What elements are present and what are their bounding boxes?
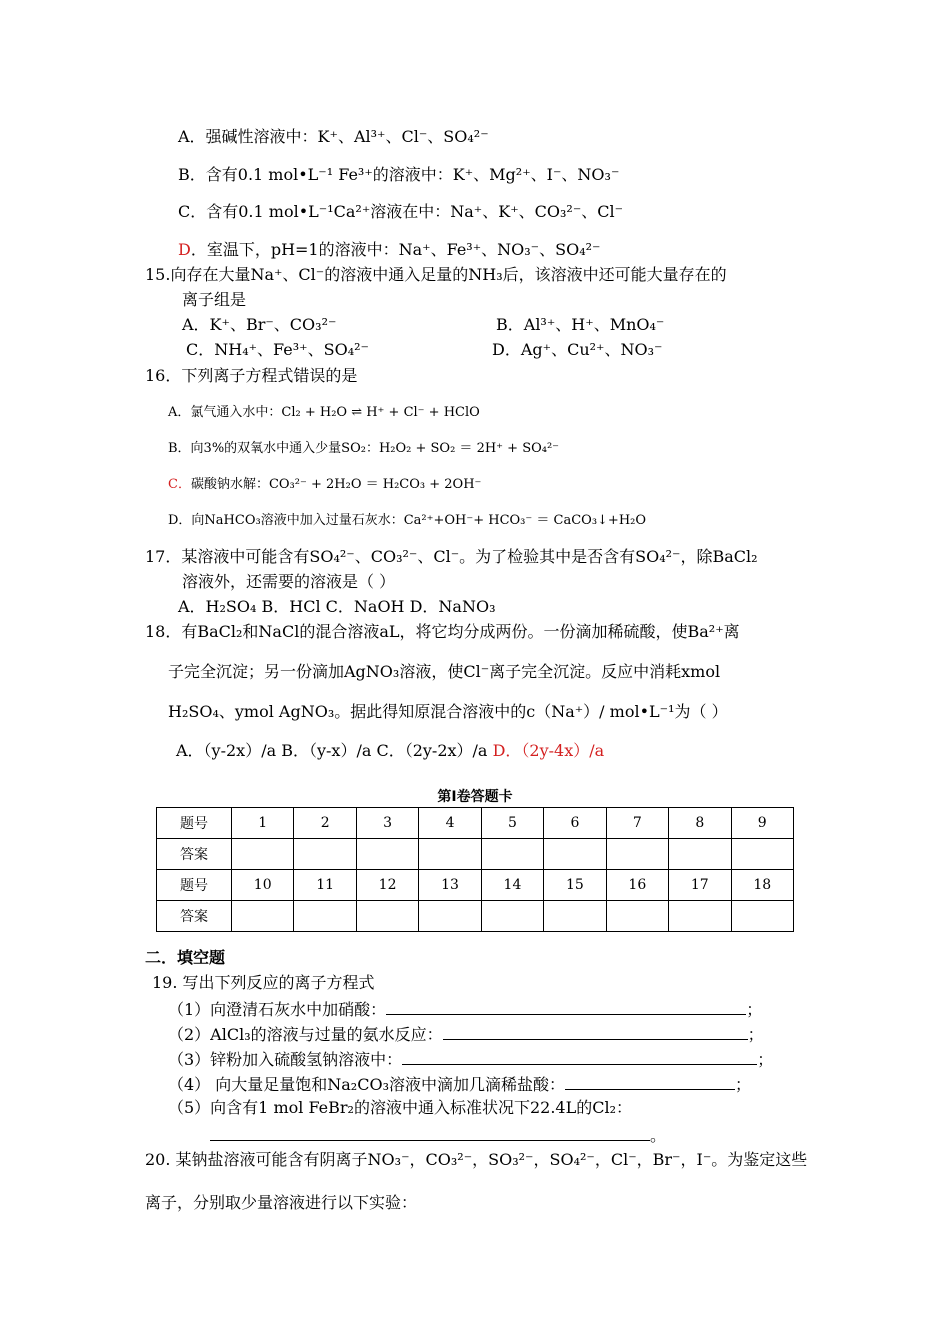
q14-option-c: C．含有0.1 mol•L⁻¹Ca²⁺溶液在中：Na⁺、K⁺、CO₃²⁻、Cl⁻ (178, 202, 624, 221)
q19-3-answer-blank[interactable] (402, 1048, 757, 1065)
question-number-label: 题号 (157, 808, 232, 839)
answer-cell[interactable] (232, 901, 294, 932)
question-number: 6 (544, 808, 606, 839)
q20-stem: 20. 某钠盐溶液可能含有阴离子NO₃⁻，CO₃²⁻，SO₃²⁻，SO₄²⁻，Cl⁻，Br⁻，I⁻。为鉴定这些 (145, 1150, 808, 1169)
question-number: 17 (669, 870, 731, 901)
answer-cell[interactable] (731, 839, 794, 870)
q15-stem: 15.向存在大量Na⁺、Cl⁻的溶液中通入足量的NH₃后，该溶液中还可能大量存在的 (145, 265, 727, 284)
question-number: 1 (232, 808, 294, 839)
q15-option-a: A．K⁺、Br⁻、CO₃²⁻ (182, 315, 337, 334)
q18-options (176, 741, 604, 761)
q15-option-c: C．NH₄⁺、Fe³⁺、SO₄²⁻ (186, 340, 369, 359)
answer-cell[interactable] (356, 839, 418, 870)
q19-stem: 19. 写出下列反应的离子方程式 (152, 973, 375, 992)
q16-answer-mark: C． (168, 477, 191, 492)
period: 。 (650, 1126, 667, 1145)
q19-item-4-text: （4） 向大量足量饱和Na₂CO₃溶液中滴加几滴稀盐酸： (168, 1075, 565, 1094)
q14-option-d (178, 240, 600, 260)
table-row (157, 808, 794, 839)
question-number: 16 (606, 870, 668, 901)
semicolon: ； (757, 1050, 774, 1069)
q14-option-a: A．强碱性溶液中：K⁺、Al³⁺、Cl⁻、SO₄²⁻ (178, 127, 489, 146)
q14-answer-mark: D (178, 240, 191, 259)
answer-cell[interactable] (544, 839, 606, 870)
section-title: 二．填空题 (145, 948, 226, 967)
q18-stem: 18．有BaCl₂和NaCl的混合溶液aL，将它均分成两份。一份滴加稀硫酸，使Ba²⁺离 (145, 622, 740, 641)
question-number: 11 (294, 870, 356, 901)
q16-option-b: B．向3%的双氧水中通入少量SO₂：H₂O₂ + SO₂ ＝ 2H⁺ + SO₄²⁻ (168, 441, 560, 456)
question-number: 15 (544, 870, 606, 901)
question-number: 5 (481, 808, 543, 839)
q17-options: A．H₂SO₄ B．HCl C．NaOH D．NaNO₃ (178, 597, 496, 616)
question-number: 18 (731, 870, 794, 901)
q18-stem-cont1: 子完全沉淀；另一份滴加AgNO₃溶液，使Cl⁻离子完全沉淀。反应中消耗xmol (168, 662, 721, 681)
answer-card-table (156, 807, 794, 932)
semicolon: ； (735, 1075, 752, 1094)
question-number: 14 (481, 870, 543, 901)
question-number: 8 (669, 808, 731, 839)
q15-stem-cont: 离子组是 (182, 290, 247, 309)
answer-cell[interactable] (481, 901, 543, 932)
question-number: 13 (419, 870, 481, 901)
table-row (157, 839, 794, 870)
q19-item-1 (168, 998, 762, 1020)
answer-cell[interactable] (356, 901, 418, 932)
answer-cell[interactable] (731, 901, 794, 932)
table-row (157, 870, 794, 901)
q14-option-d-text: ．室温下，pH=1的溶液中：Na⁺、Fe³⁺、NO₃⁻、SO₄²⁻ (190, 240, 601, 259)
q18-stem-cont2: H₂SO₄、ymol AgNO₃。据此得知原混合溶液中的c（Na⁺）/ mol•L⁻¹为（ ） (168, 702, 728, 721)
q15-option-b: B．Al³⁺、H⁺、MnO₄⁻ (496, 315, 665, 334)
question-number: 12 (356, 870, 418, 901)
question-number: 7 (606, 808, 668, 839)
q17-stem: 17．某溶液中可能含有SO₄²⁻、CO₃²⁻、Cl⁻。为了检验其中是否含有SO₄²⁻，除BaCl₂ (145, 547, 758, 566)
semicolon: ； (746, 1000, 763, 1019)
answer-cell[interactable] (419, 901, 481, 932)
answer-cell[interactable] (294, 901, 356, 932)
answer-cell[interactable] (606, 839, 668, 870)
answer-cell[interactable] (606, 901, 668, 932)
q18-options-abc: A．（y-2x）/a B．（y-x）/a C．（2y-2x）/a (176, 741, 493, 760)
q15-option-d: D．Ag⁺、Cu²⁺、NO₃⁻ (492, 340, 663, 359)
table-row (157, 901, 794, 932)
q19-2-answer-blank[interactable] (443, 1023, 748, 1040)
q19-4-answer-blank[interactable] (565, 1073, 735, 1090)
q17-stem-cont: 溶液外，还需要的溶液是（ ） (182, 572, 396, 591)
q19-item-3-text: （3）锌粉加入硫酸氢钠溶液中： (168, 1050, 403, 1069)
q19-item-4 (168, 1073, 751, 1095)
q19-item-2-text: （2）AlCl₃的溶液与过量的氨水反应： (168, 1025, 443, 1044)
q16-option-d: D．向NaHCO₃溶液中加入过量石灰水：Ca²⁺+OH⁻+ HCO₃⁻ ＝ CaCO₃↓+H₂O (168, 513, 647, 528)
answer-card-title: 第Ⅰ卷答题卡 (437, 789, 513, 805)
q19-1-answer-blank[interactable] (386, 998, 746, 1015)
q19-item-5-answer (210, 1124, 666, 1146)
q16-option-c (168, 475, 481, 495)
q16-option-c-text: 碳酸钠水解：CO₃²⁻ + 2H₂O ＝ H₂CO₃ + 2OH⁻ (190, 477, 482, 492)
q14-option-b: B．含有0.1 mol•L⁻¹ Fe³⁺的溶液中：K⁺、Mg²⁺、I⁻、NO₃⁻ (178, 165, 620, 184)
q19-item-5: （5）向含有1 mol FeBr₂的溶液中通入标准状况下22.4L的Cl₂： (168, 1098, 632, 1117)
q16-option-a: A．氯气通入水中：Cl₂ + H₂O ⇌ H⁺ + Cl⁻ + HClO (168, 405, 480, 420)
answer-cell[interactable] (544, 901, 606, 932)
answer-cell[interactable] (669, 839, 731, 870)
q19-item-1-text: （1）向澄清石灰水中加硝酸： (168, 1000, 387, 1019)
answer-cell[interactable] (481, 839, 543, 870)
q20-stem-cont: 离子，分别取少量溶液进行以下实验： (145, 1193, 418, 1212)
q19-item-2 (168, 1023, 764, 1045)
question-number: 2 (294, 808, 356, 839)
answer-cell[interactable] (294, 839, 356, 870)
q18-option-d-answer: D．（2y-4x）/a (492, 741, 605, 760)
q19-5-answer-blank[interactable] (210, 1124, 650, 1141)
answer-cell[interactable] (419, 839, 481, 870)
question-number: 9 (731, 808, 794, 839)
q16-stem: 16．下列离子方程式错误的是 (145, 366, 358, 385)
semicolon: ； (747, 1025, 764, 1044)
answer-label: 答案 (157, 901, 232, 932)
question-number: 3 (356, 808, 418, 839)
answer-cell[interactable] (232, 839, 294, 870)
question-number: 10 (232, 870, 294, 901)
answer-label: 答案 (157, 839, 232, 870)
q19-item-3 (168, 1048, 773, 1070)
question-number-label: 题号 (157, 870, 232, 901)
answer-cell[interactable] (669, 901, 731, 932)
question-number: 4 (419, 808, 481, 839)
